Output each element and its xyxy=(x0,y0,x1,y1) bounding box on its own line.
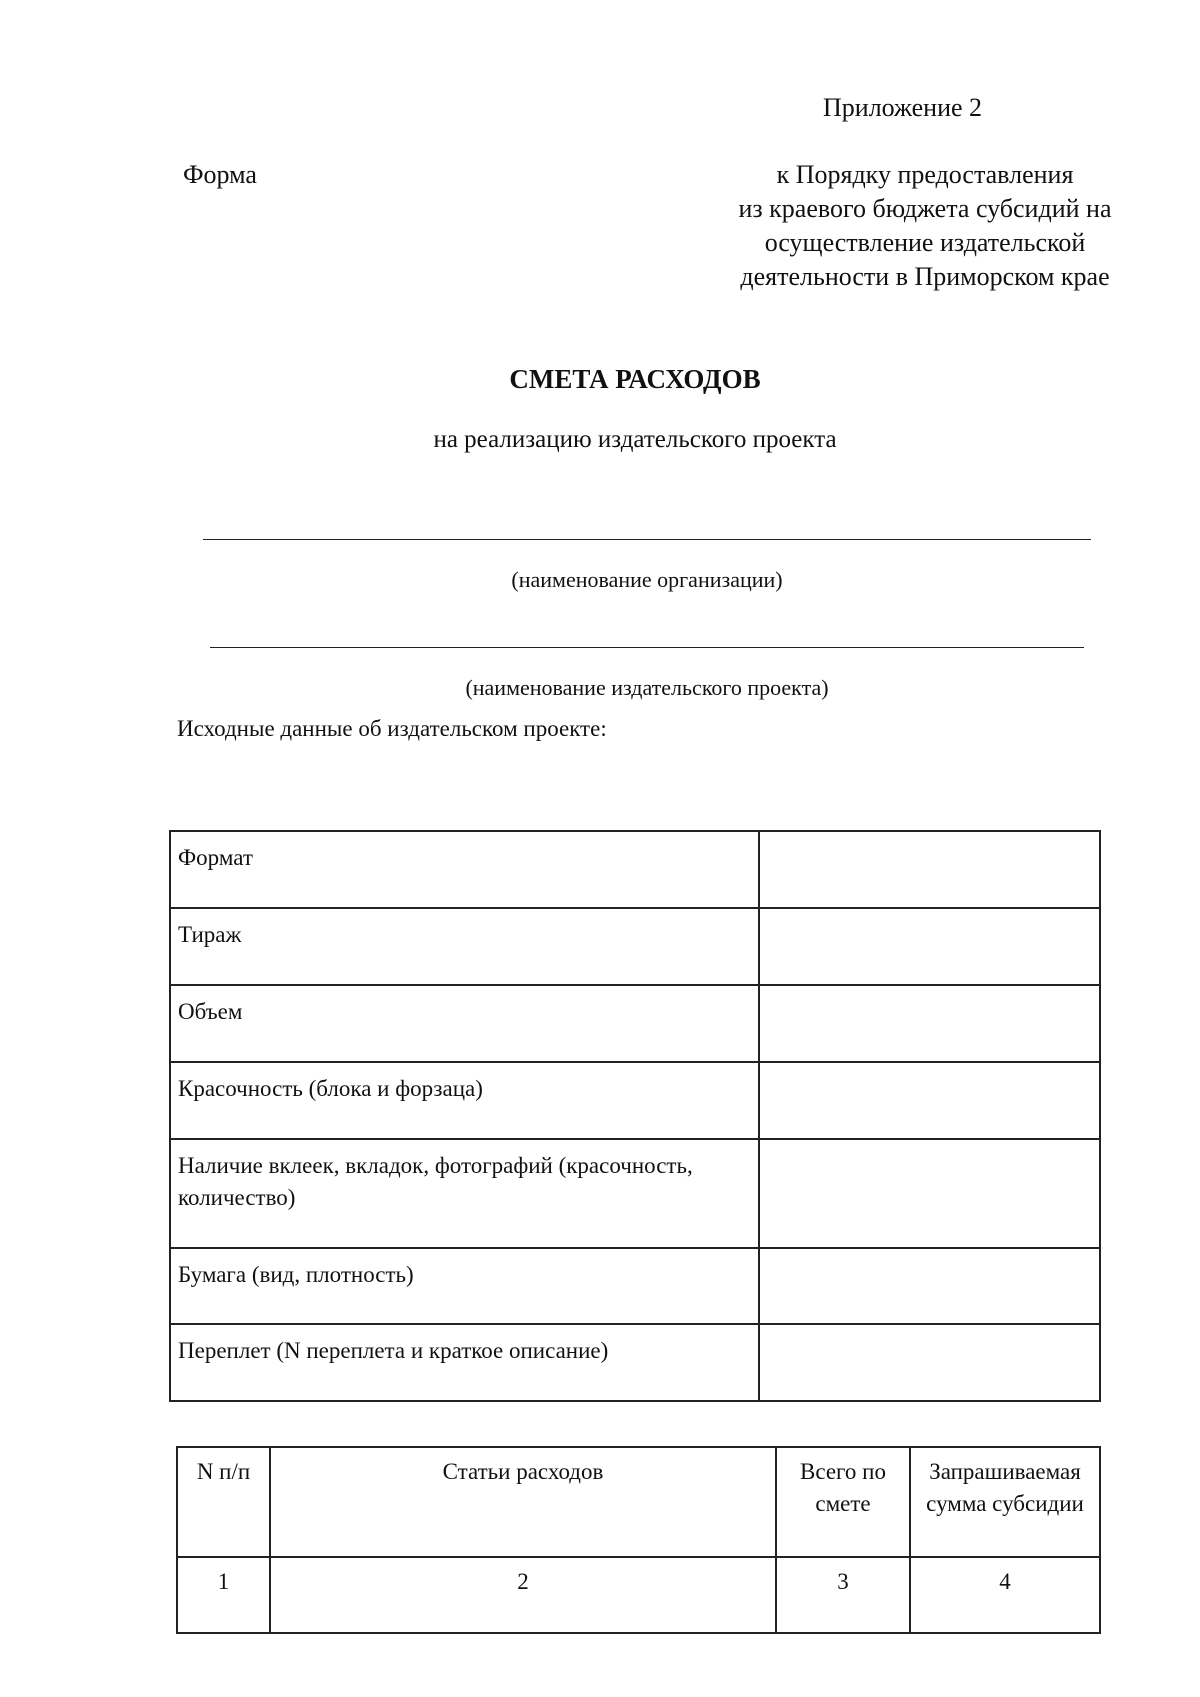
table-row xyxy=(170,908,1100,985)
organization-name-caption: (наименование организации) xyxy=(511,567,783,592)
param-value-cell[interactable] xyxy=(759,1139,1100,1248)
organization-name-line[interactable] xyxy=(203,539,1091,540)
column-number: 2 xyxy=(270,1557,776,1633)
param-label: Формат xyxy=(170,831,759,908)
param-value-cell[interactable] xyxy=(759,1324,1100,1401)
table-row xyxy=(170,1062,1100,1139)
param-value-cell[interactable] xyxy=(759,831,1100,908)
appendix-reference-line: из краевого бюджета субсидий на xyxy=(738,194,1112,223)
column-header: Всего по смете xyxy=(776,1447,910,1557)
column-number: 3 xyxy=(776,1557,910,1633)
column-header: Статьи расходов xyxy=(270,1447,776,1557)
table-row xyxy=(170,1248,1100,1324)
appendix-reference-line: осуществление издательской xyxy=(764,228,1086,257)
column-number: 1 xyxy=(177,1557,270,1633)
param-label: Наличие вклеек, вкладок, фотографий (красочность, количество) xyxy=(170,1139,759,1248)
table-row xyxy=(170,985,1100,1062)
param-label: Переплет (N переплета и краткое описание) xyxy=(170,1324,759,1401)
appendix-label: Приложение 2 xyxy=(823,93,983,122)
intro-text: Исходные данные об издательском проекте: xyxy=(177,716,607,741)
param-value-cell[interactable] xyxy=(759,1248,1100,1324)
form-label: Форма xyxy=(183,160,257,189)
table-row xyxy=(170,1139,1100,1248)
appendix-reference xyxy=(690,158,1160,294)
table-row xyxy=(170,831,1100,908)
column-header: N п/п xyxy=(177,1447,270,1557)
param-value-cell[interactable] xyxy=(759,908,1100,985)
param-label: Красочность (блока и форзаца) xyxy=(170,1062,759,1139)
appendix-reference-line: к Порядку предоставления xyxy=(776,160,1074,189)
expenses-table xyxy=(176,1446,1101,1634)
appendix-reference-line: деятельности в Приморском крае xyxy=(740,262,1110,291)
column-header: Запрашиваемая сумма субсидии xyxy=(910,1447,1100,1557)
param-label: Бумага (вид, плотность) xyxy=(170,1248,759,1324)
param-label: Объем xyxy=(170,985,759,1062)
document-subtitle: на реализацию издательского проекта xyxy=(433,426,837,453)
param-label: Тираж xyxy=(170,908,759,985)
table-header-row xyxy=(177,1447,1100,1557)
table-row xyxy=(170,1324,1100,1401)
project-name-line[interactable] xyxy=(210,647,1084,648)
document-title: СМЕТА РАСХОДОВ xyxy=(509,364,761,394)
table-row xyxy=(177,1557,1100,1633)
project-params-table xyxy=(169,830,1101,1402)
column-number: 4 xyxy=(910,1557,1100,1633)
param-value-cell[interactable] xyxy=(759,1062,1100,1139)
param-value-cell[interactable] xyxy=(759,985,1100,1062)
project-name-caption: (наименование издательского проекта) xyxy=(465,675,829,700)
